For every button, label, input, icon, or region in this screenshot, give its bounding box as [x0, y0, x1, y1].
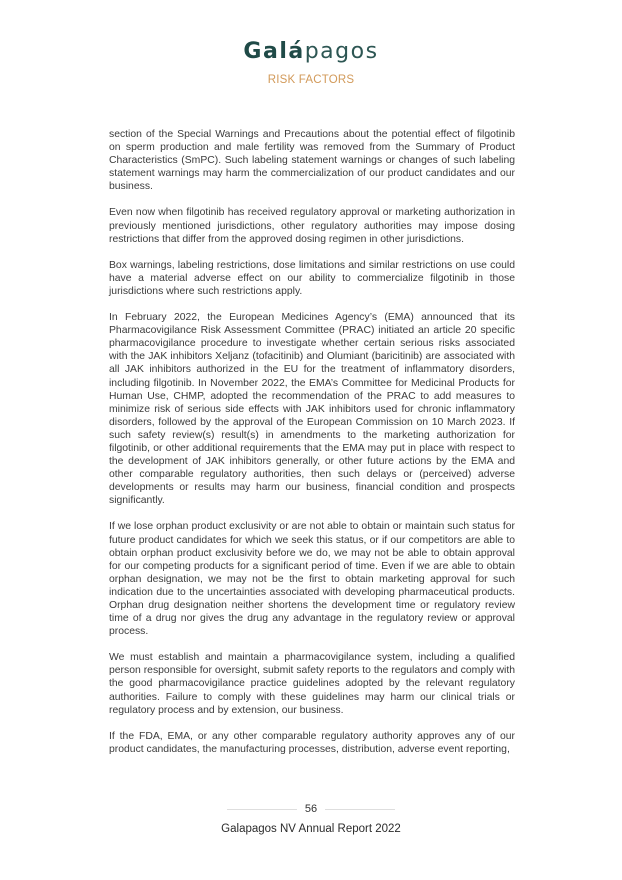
- logo-bold-text: Galá: [243, 39, 305, 64]
- paragraph: section of the Special Warnings and Precautions about the potential effect of filgotinib on sperm production and male fertility was removed from the Summary of Product Characteristics (SmPC). Such labeling statement warnings or changes of such labeling statement warnings may harm the commercialization of our product candidates and our business.: [109, 129, 515, 193]
- section-title: RISK FACTORS: [267, 74, 355, 86]
- paragraph: If we lose orphan product exclusivity or are not able to obtain or maintain such status for future product candidates for which we seek this status, or if our competitors are able to obtain orphan product exclusivity before we do, we may not be able to obtain approval for our competing products for a significant period of time. Even if we are able to obtain orphan designation, we may not be the first to obtain marketing approval for such indication due to the uncertainties associated with developing pharmaceutical products. Orphan drug designation neither shortens the development time or regulatory review time of a drug nor gives the drug any advantage in the regulatory review or approval process.: [109, 521, 515, 638]
- page-number: 56: [304, 803, 318, 815]
- divider-left: [227, 809, 297, 810]
- page-footer: [0, 803, 622, 835]
- paragraph: Even now when filgotinib has received regulatory approval or marketing authorization in previously mentioned jurisdictions, other regulatory authorities may impose dosing restrictions that differ from the approved dosing regimen in other jurisdictions.: [109, 207, 515, 245]
- paragraph: We must establish and maintain a pharmacovigilance system, including a qualified person responsible for oversight, submit safety reports to the regulators and comply with the good pharmacovigilance practice guidelines adopted by the relevant regulatory authorities. Failure to comply with these guidelines may harm our clinical trials or regulatory process and by extension, our business.: [109, 652, 515, 716]
- page-header: [0, 38, 622, 86]
- logo-light-text: pagos: [304, 39, 379, 64]
- body-text: [109, 128, 515, 769]
- divider-right: [325, 809, 395, 810]
- report-title: Galapagos NV Annual Report 2022: [221, 823, 401, 835]
- page-number-row: [0, 803, 622, 815]
- galapagos-logo: [0, 38, 622, 66]
- paragraph: If the FDA, EMA, or any other comparable regulatory authority approves any of our product candidates, the manufacturing processes, distribution, adverse event reporting,: [109, 730, 515, 755]
- paragraph: Box warnings, labeling restrictions, dose limitations and similar restrictions on use could have a material adverse effect on our ability to commercialize filgotinib in those jurisdictions where such restrictions apply.: [109, 259, 515, 297]
- paragraph: In February 2022, the European Medicines Agency’s (EMA) announced that its Pharmacovigilance Risk Assessment Committee (PRAC) initiated an article 20 specific pharmacovigilance procedure to investigate whether certain serious risks associated with the JAK inhibitors Xeljanz (tofacitinib) and Olumiant (baricitinib) are associated with all JAK inhibitors authorized in the EU for the treatment of inflammatory disorders, including filgotinib. In November 2022, the EMA’s Committee for Medicinal Products for Human Use, CHMP, adopted the recommendation of the PRAC to add measures to minimize risk of serious side effects with JAK inhibitors used for chronic inflammatory disorders, followed by the approval of the European Commission on 10 March 2023. If such safety review(s) result(s) in amendments to the marketing authorization for filgotinib, or other additional requirements that the EMA may put in place with respect to the development of JAK inhibitors generally, or other future actions by the EMA and other comparable regulatory authorities, then such delays or (perceived) adverse developments or results may harm our business, financial condition and prospects significantly.: [109, 312, 515, 507]
